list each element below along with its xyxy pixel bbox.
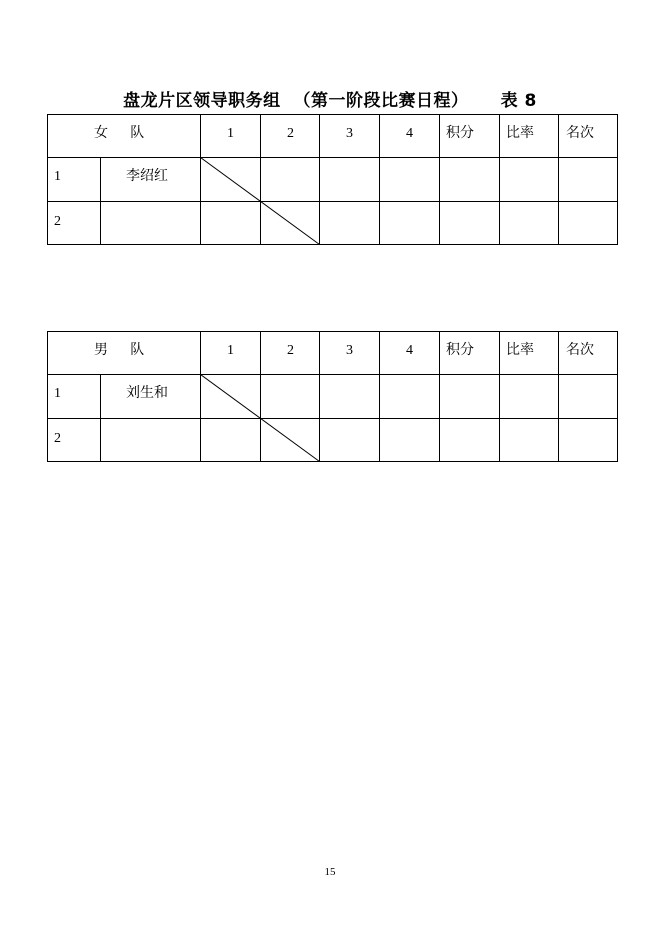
col-header-2: 2 <box>287 126 294 141</box>
col-header-3: 3 <box>346 343 353 358</box>
col-header-rank: 名次 <box>566 125 594 141</box>
col-header-rank: 名次 <box>566 342 594 358</box>
men-schedule-table <box>47 331 618 462</box>
men-team-header: 男 队 <box>94 342 145 358</box>
col-header-points: 积分 <box>446 125 474 141</box>
col-header-ratio: 比率 <box>506 342 534 358</box>
col-header-2: 2 <box>287 343 294 358</box>
women-team-header: 女 队 <box>94 125 145 141</box>
col-header-points: 积分 <box>446 342 474 358</box>
row-number: 1 <box>54 386 61 401</box>
col-header-4: 4 <box>406 343 413 358</box>
col-header-1: 1 <box>227 343 234 358</box>
women-schedule-table <box>47 114 618 245</box>
player-name: 李绍红 <box>126 168 168 184</box>
row-number: 2 <box>54 214 61 229</box>
player-name: 刘生和 <box>126 385 168 401</box>
col-header-ratio: 比率 <box>506 125 534 141</box>
col-header-3: 3 <box>346 126 353 141</box>
row-number: 1 <box>54 169 61 184</box>
col-header-4: 4 <box>406 126 413 141</box>
row-number: 2 <box>54 431 61 446</box>
page-title: 盘龙片区领导职务组 （第一阶段比赛日程） 表 8 <box>123 91 537 111</box>
col-header-1: 1 <box>227 126 234 141</box>
page-number: 15 <box>324 866 336 878</box>
